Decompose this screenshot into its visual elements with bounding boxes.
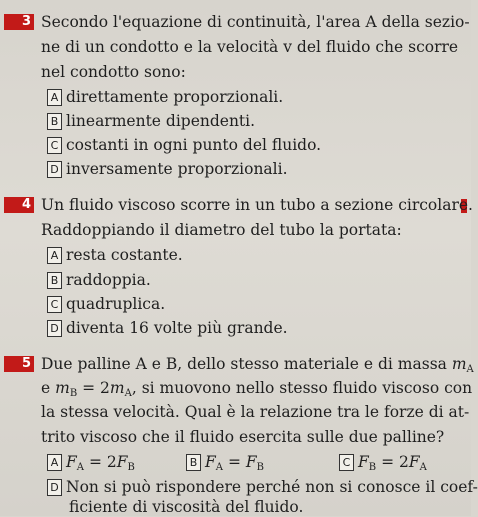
force-subscript: A — [215, 462, 223, 473]
question-3-option-d[interactable] — [47, 159, 288, 179]
question-3-line-2: ne di un condotto e la velocità v del fluido che scorre — [41, 38, 459, 56]
question-4-line-1: Un fluido viscoso scorre in un tubo a sezione circolare. — [41, 196, 473, 214]
question-5-option-a[interactable] — [47, 452, 135, 478]
mass-subscript: A — [124, 388, 132, 399]
option-letter-box: D — [47, 161, 62, 178]
question-5-option-d[interactable] — [47, 477, 478, 497]
mass-symbol: m — [55, 379, 70, 397]
force-symbol: F — [205, 453, 216, 471]
question-3-option-a[interactable] — [47, 87, 283, 107]
question-5-option-c[interactable] — [339, 452, 427, 478]
question-3-line-3: nel condotto sono: — [41, 63, 186, 81]
force-symbol: F — [66, 453, 77, 471]
option-letter-box: C — [47, 137, 62, 154]
force-subscript: A — [76, 462, 84, 473]
force-symbol: F — [408, 453, 420, 471]
question-number-3: 3 — [4, 14, 34, 30]
question-number-4: 4 — [4, 197, 34, 213]
question-4-option-c[interactable] — [47, 294, 165, 314]
equals-sign: = 2 — [82, 379, 110, 397]
mass-subscript: A — [466, 364, 474, 375]
question-4-line-2: Raddoppiando il diametro del tubo la portata: — [41, 221, 402, 239]
question-5-line-2-post: , si muovono nello stesso fluido viscoso con — [131, 379, 473, 397]
question-4-option-d[interactable] — [47, 318, 288, 338]
force-symbol: F — [116, 453, 128, 471]
equals-sign: = 2 — [381, 453, 409, 471]
question-3-line-1: Secondo l'equazione di continuità, l'area A della sezio- — [41, 13, 470, 31]
option-letter-box: C — [47, 296, 62, 313]
option-letter-box: A — [47, 247, 62, 264]
equals-sign: = — [227, 453, 241, 471]
question-5-line-3: la stessa velocità. Qual è la relazione tra le forze di at- — [41, 403, 470, 421]
force-symbol: F — [358, 453, 369, 471]
mass-symbol: m — [109, 379, 125, 397]
option-text: diventa 16 volte più grande. — [66, 319, 288, 337]
option-letter-box: C — [339, 454, 354, 471]
force-subscript: A — [419, 462, 427, 473]
equals-sign: = 2 — [88, 453, 117, 471]
question-4-option-b[interactable] — [47, 270, 151, 290]
option-letter-box: B — [186, 454, 201, 471]
question-5-line-1-text: Due palline A e B, dello stesso materiale e di massa — [41, 355, 447, 373]
option-letter-box: D — [47, 320, 62, 337]
option-text: linearmente dipendenti. — [66, 112, 256, 130]
question-5-option-b[interactable] — [186, 452, 264, 478]
option-letter-box: B — [47, 113, 62, 130]
force-symbol: F — [245, 453, 257, 471]
option-text: resta costante. — [66, 246, 183, 264]
option-text: direttamente proporzionali. — [66, 88, 284, 106]
question-4-option-a[interactable] — [47, 245, 183, 265]
question-3-option-c[interactable] — [47, 135, 321, 155]
question-5-line-2-pre: e — [41, 379, 51, 397]
option-letter-box: A — [47, 89, 62, 106]
option-text: quadruplica. — [66, 295, 166, 313]
option-text: Non si può rispondere perché non si conosce il coef- — [66, 478, 478, 496]
option-text: costanti in ogni punto del fluido. — [66, 136, 322, 154]
force-subscript: B — [127, 462, 135, 473]
question-5-line-1 — [41, 354, 474, 380]
question-5-line-2 — [41, 378, 472, 404]
option-letter-box: B — [47, 272, 62, 289]
force-subscript: B — [368, 462, 377, 473]
option-text: inversamente proporzionali. — [66, 160, 288, 178]
question-5-option-d-continuation: ficiente di viscosità del fluido. — [69, 498, 304, 516]
question-3-option-b[interactable] — [47, 111, 255, 131]
force-subscript: B — [256, 462, 264, 473]
mass-subscript: B — [69, 388, 78, 399]
option-letter-box: A — [47, 454, 62, 471]
question-5-line-4: trito viscoso che il fluido esercita sulle due palline? — [41, 428, 445, 446]
option-letter-box: D — [47, 479, 62, 496]
option-text: raddoppia. — [66, 271, 151, 289]
question-number-5: 5 — [4, 356, 34, 372]
mass-symbol: m — [451, 355, 467, 373]
